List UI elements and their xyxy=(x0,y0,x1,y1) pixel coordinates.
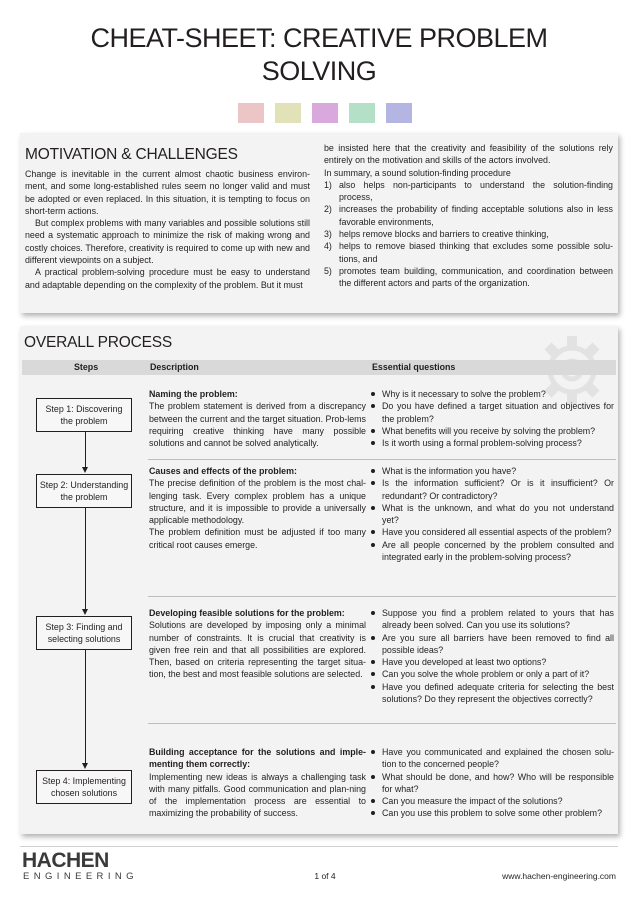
motivation-title: MOTIVATION & CHALLENGES xyxy=(25,146,238,163)
list-item: Are all people concerned by the problem consulted and integrated early in the problem-solving process? xyxy=(370,539,614,564)
list-item: Why is it necessary to solve the problem? xyxy=(370,388,614,400)
step-1-description xyxy=(149,388,366,449)
list-item: Can you use this problem to solve some other problem? xyxy=(370,807,614,819)
list-item: 5) promotes team building, communication, and coordination between the different actors and parts of the organization. xyxy=(324,265,613,289)
list-item: 2) increases the probability of finding acceptable solutions also in less favorable environments, xyxy=(324,204,613,227)
step-2-body-2: The problem definition must be adjusted if too many critical root causes emerge. xyxy=(149,527,366,550)
step-1-body: The problem statement is derived from a discrepancy between the current and the target situation. Prob-lems requiring creative thinking have many possible solutions and cannot be solved analytically. xyxy=(149,401,366,449)
row-divider xyxy=(148,596,616,597)
step-3-questions xyxy=(370,607,614,705)
step-4-box: Step 4: Implementing chosen solutions xyxy=(36,770,132,804)
color-swatches xyxy=(238,103,412,123)
list-item: Can you measure the impact of the solutions? xyxy=(370,795,614,807)
title-line-1: CHEAT-SHEET: CREATIVE PROBLEM xyxy=(90,23,548,53)
step-1-box: Step 1: Discovering the problem xyxy=(36,398,132,432)
list-item: Have you developed at least two options? xyxy=(370,656,614,668)
motivation-paragraph-1: Change is inevitable in the current almost chaotic business environ-ment, and some long-established rules seem no longer valid and must be adopted or even replaced. In this situation, it is tempting to focus on short-term actions. xyxy=(25,169,310,216)
motivation-paragraph-2: But complex problems with many variables and possible solutions still need a systematic approach to minimize the risk of making wrong and costly choices. Therefore, creativity is required to come up with new and different viewpoints on a subject. xyxy=(25,218,310,266)
step-4-questions xyxy=(370,746,614,820)
page-title xyxy=(40,22,598,88)
list-item: Can you solve the whole problem or only a part of it? xyxy=(370,668,614,680)
step-3-heading: Developing feasible solutions for the problem: xyxy=(149,608,345,618)
motivation-list xyxy=(324,179,613,290)
list-item: What should be done, and how? Who will be responsible for what? xyxy=(370,771,614,796)
flow-connector xyxy=(85,650,86,764)
table-header xyxy=(22,360,616,375)
list-item: 1) also helps non-participants to understand the solution-finding process, xyxy=(324,179,613,203)
company-logo: HACHEN xyxy=(22,849,109,872)
flow-connector xyxy=(85,508,86,610)
swatch-3 xyxy=(312,103,338,123)
row-divider xyxy=(148,723,616,724)
footer-divider xyxy=(20,846,618,847)
motivation-section xyxy=(20,133,618,313)
arrow-down-icon xyxy=(82,763,88,769)
overall-process-title: OVERALL PROCESS xyxy=(24,334,173,351)
swatch-1 xyxy=(238,103,264,123)
header-steps: Steps xyxy=(74,362,99,372)
list-item: Have you communicated and explained the chosen solu-tion to the concerned people? xyxy=(370,746,614,771)
page-number: 1 of 4 xyxy=(314,871,336,881)
step-1-questions xyxy=(370,388,614,449)
step-2-box: Step 2: Understanding the problem xyxy=(36,474,132,508)
list-item: Are you sure all barriers have been removed to find all possible ideas? xyxy=(370,632,614,657)
motivation-continued: be insisted here that the creativity and feasibility of the solutions rely entirely on the motivation and skills of the actors involved. xyxy=(324,143,613,166)
company-logo-subtitle: ENGINEERING xyxy=(23,871,138,882)
step-4-heading: Building acceptance for the solutions and imple-menting them correctly: xyxy=(149,747,366,770)
motivation-right-column xyxy=(324,142,613,290)
list-item: Is it worth using a formal problem-solving process? xyxy=(370,437,614,449)
list-item: Have you defined adequate criteria for selecting the best solutions? Do they represent the objectives correctly? xyxy=(370,681,614,706)
step-2-heading: Causes and effects of the problem: xyxy=(149,466,297,476)
overall-process-section xyxy=(20,326,618,834)
list-item: Is the information sufficient? Or is it insufficient? Or redundant? Or contradictory? xyxy=(370,477,614,502)
step-2-body: The precise definition of the problem is the most chal-lenging task. Every complex problem has a unique structure, and it is impossible to provide a universally applicable methodology. xyxy=(149,478,366,526)
step-2-description xyxy=(149,465,366,551)
step-3-box: Step 3: Finding and selecting solutions xyxy=(36,616,132,650)
swatch-2 xyxy=(275,103,301,123)
list-item: Have you considered all essential aspects of the problem? xyxy=(370,526,614,538)
step-2-questions xyxy=(370,465,614,563)
step-3-description xyxy=(149,607,366,681)
list-item: What is the information you have? xyxy=(370,465,614,477)
flow-connector xyxy=(85,432,86,468)
step-4-description xyxy=(149,746,366,820)
list-item: Do you have defined a target situation and objectives for the problem? xyxy=(370,400,614,425)
header-questions: Essential questions xyxy=(372,362,456,372)
motivation-paragraph-3: A practical problem-solving procedure must be easy to understand and adaptable depending on the complexity of the problem. But it must xyxy=(25,267,310,290)
step-1-heading: Naming the problem: xyxy=(149,389,238,399)
swatch-4 xyxy=(349,103,375,123)
swatch-5 xyxy=(386,103,412,123)
step-4-body: Implementing new ideas is always a challenging task with many pitfalls. Good communication and plan-ning of the implementation process are essential to maximizing the probability of success. xyxy=(149,771,366,819)
motivation-left-column xyxy=(25,168,310,291)
row-divider xyxy=(148,459,616,460)
arrow-down-icon xyxy=(82,609,88,615)
list-item: What benefits will you receive by solving the problem? xyxy=(370,425,614,437)
website-link[interactable]: www.hachen-engineering.com xyxy=(502,871,616,881)
arrow-down-icon xyxy=(82,467,88,473)
motivation-summary: In summary, a sound solution-finding procedure xyxy=(324,167,511,178)
list-item: 4) helps to remove biased thinking that excludes some possible solu-tions, and xyxy=(324,241,613,264)
list-item: Suppose you find a problem related to yours that has already been solved. Can you use its solutions? xyxy=(370,607,614,632)
list-item: What is the unknown, and what do you not understand yet? xyxy=(370,502,614,527)
step-3-body: Solutions are developed by imposing only a minimal number of constraints. It is crucial that creativity is given free rein and that all possibilities are explored. Then, based on criteria representing the target situa-tion, the best and most feasible solutions are selected. xyxy=(149,620,366,680)
list-item: 3) helps remove blocks and barriers to creative thinking, xyxy=(324,229,549,240)
header-description: Description xyxy=(150,362,199,372)
title-line-2: SOLVING xyxy=(261,56,377,86)
